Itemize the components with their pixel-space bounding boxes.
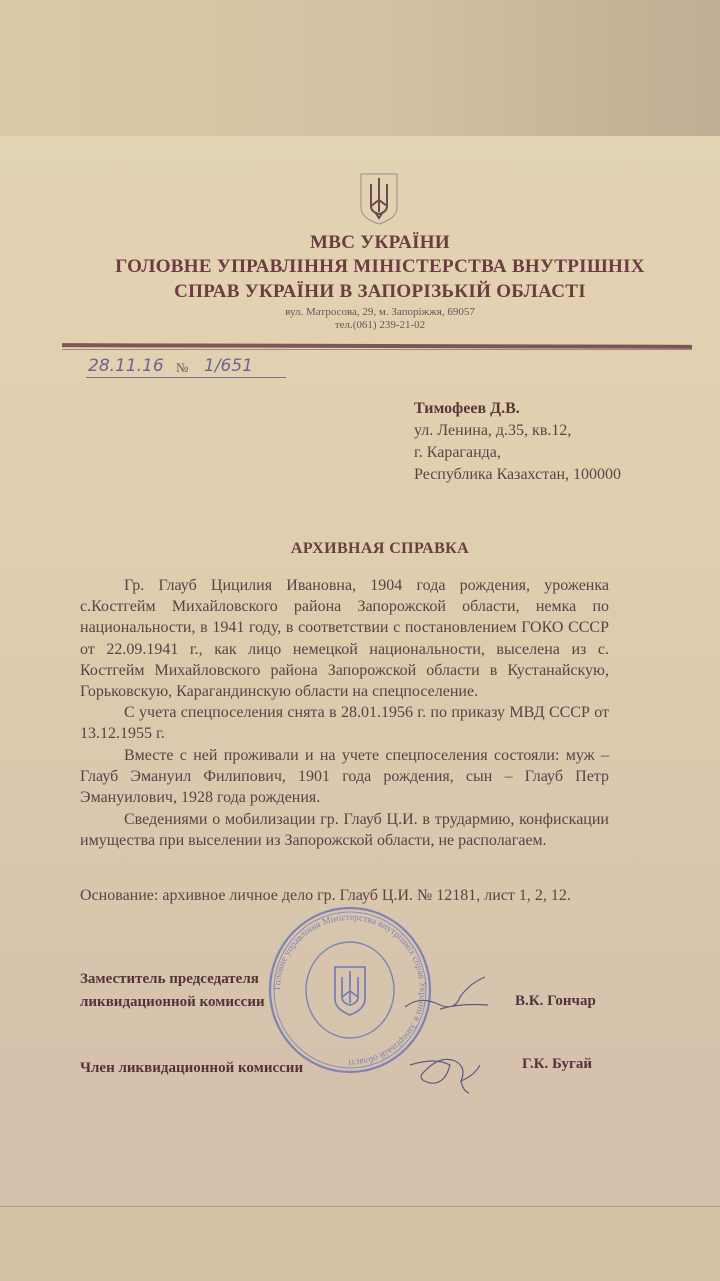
paragraph-text: С учета спецпоселения снята в 28.01.1956 г. по приказу МВД СССР от 13.12.1955 г. bbox=[80, 704, 609, 743]
addressee-street: ул. Ленина, д.35, кв.12, bbox=[414, 422, 572, 439]
paragraph-text: Вместе с ней проживали и на учете спецпоселения состояли: муж – Глауб Эмануил Филипович, 1901 года рождения, сын – Глауб Петр Эмануилович, 1928 года рождения. bbox=[80, 747, 609, 807]
addressee-block bbox=[414, 398, 621, 486]
letterhead-department-line2: СПРАВ УКРАЇНИ В ЗАПОРІЗЬКІЙ ОБЛАСТІ bbox=[174, 281, 586, 302]
letterhead-department-line1: ГОЛОВНЕ УПРАВЛІННЯ МІНІСТЕРСТВА ВНУТРІШНІХ bbox=[115, 256, 645, 277]
header-divider-thin bbox=[62, 349, 692, 350]
signatory-member-role: Член ликвидационной комиссии bbox=[80, 1060, 304, 1076]
role-line: Заместитель председателя bbox=[80, 971, 259, 987]
background-sheet bbox=[0, 1206, 720, 1281]
paragraph-text: Гр. Глауб Цицилия Ивановна, 1904 года рождения, уроженка с.Костгейм Михайловского района Запорожской области, немка по национальности, в 1941 году, в соответствии с постановлением ГОКО СССР от 22.09.1941 г., как лицо немецкой национальности, выселена из с. Костгейм Михайловского района Запорожской области в Кустанайскую, Горьковскую, Карагандинскую области на спецпоселение. bbox=[80, 577, 609, 701]
role-line: ликвидационной комиссии bbox=[80, 994, 265, 1010]
paragraph-text: Сведениями о мобилизации гр. Глауб Ц.И. в трудармию, конфискации имущества при выселении из Запорожской области, не располагаем. bbox=[80, 811, 609, 850]
letterhead-ministry: МВС УКРАЇНИ bbox=[310, 232, 450, 253]
signature-bugai bbox=[405, 1045, 485, 1095]
letterhead-phone: тел.(061) 239-21-02 bbox=[334, 319, 426, 331]
paragraph-family bbox=[80, 745, 609, 809]
signatory-member-name: Г.К. Бугай bbox=[522, 1056, 592, 1072]
addressee-name: Тимофеев Д.В. bbox=[414, 400, 520, 417]
trident-icon bbox=[358, 172, 400, 226]
paragraph-release bbox=[80, 702, 609, 744]
paragraph-deportation bbox=[80, 575, 609, 702]
reference-underline bbox=[86, 377, 286, 378]
reference-date: 28.11.16 bbox=[88, 356, 164, 376]
addressee-city: г. Караганда, bbox=[414, 444, 501, 461]
paragraph-mobilization bbox=[80, 809, 609, 851]
svg-text:Головне управління Міністерств: Головне управління Міністерства внутрішніх справ України в Запорізькій області bbox=[272, 912, 428, 1068]
signature-goncharov bbox=[400, 975, 490, 1015]
document-title: АРХИВНАЯ СПРАВКА bbox=[290, 540, 470, 557]
letterhead-address: вул. Матросова, 29, м. Запоріжжя, 69057 bbox=[285, 306, 475, 318]
document-basis: Основание: архивное личное дело гр. Глауб Ц.И. № 12181, лист 1, 2, 12. bbox=[80, 887, 571, 904]
addressee-country: Республика Казахстан, 100000 bbox=[414, 466, 622, 483]
reference-number-label: № bbox=[176, 360, 189, 375]
signatory-deputy-role bbox=[80, 968, 265, 1014]
signatory-deputy-name: В.К. Гончар bbox=[515, 993, 596, 1009]
reference-number: 1/651 bbox=[204, 356, 253, 376]
